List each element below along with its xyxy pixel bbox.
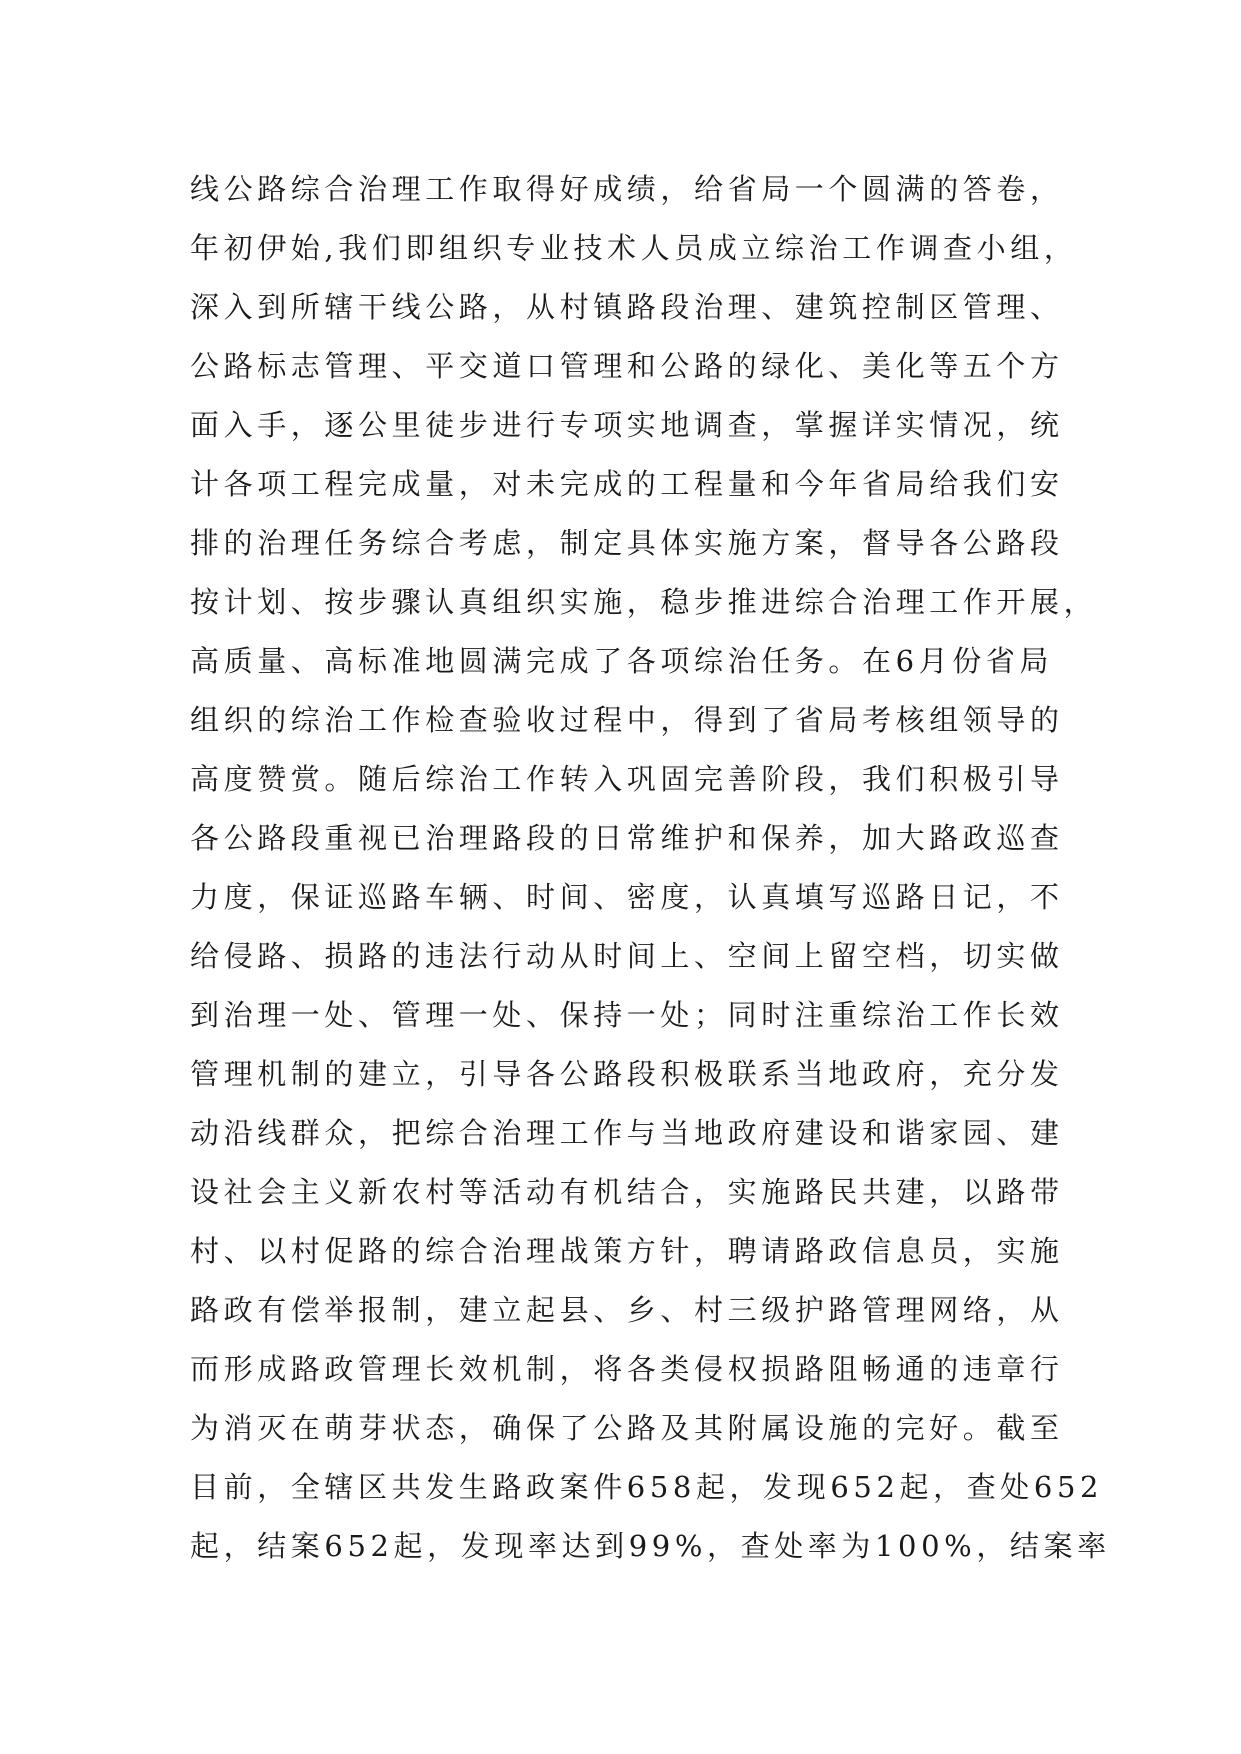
text-line: 高度赞赏。随后综治工作转入巩固完善阶段，我们积极引导 bbox=[190, 762, 1064, 796]
text-line: 年初伊始,我们即组织专业技术人员成立综治工作调查小组， bbox=[190, 231, 1078, 265]
text-line: 给侵路、损路的违法行动从时间上、空间上留空档，切实做 bbox=[190, 939, 1064, 973]
text-line: 设社会主义新农村等活动有机结合，实施路民共建，以路带 bbox=[190, 1175, 1064, 1209]
text-line: 到治理一处、管理一处、保持一处；同时注重综治工作长效 bbox=[190, 998, 1064, 1032]
text-line: 起，结案652起，发现率达到99%，查处率为100%，结案率 bbox=[190, 1529, 1111, 1563]
text-line: 动沿线群众，把综合治理工作与当地政府建设和谐家园、建 bbox=[190, 1116, 1064, 1150]
text-line: 公路标志管理、平交道口管理和公路的绿化、美化等五个方 bbox=[190, 349, 1064, 383]
text-line: 线公路综合治理工作取得好成绩，给省局一个圆满的答卷， bbox=[190, 172, 1064, 206]
text-line: 路政有偿举报制，建立起县、乡、村三级护路管理网络，从 bbox=[190, 1293, 1064, 1327]
text-line: 而形成路政管理长效机制，将各类侵权损路阻畅通的违章行 bbox=[190, 1352, 1064, 1386]
body-text bbox=[190, 160, 1111, 1576]
text-line: 高质量、高标准地圆满完成了各项综治任务。在6月份省局 bbox=[190, 644, 1054, 678]
text-line: 村、以村促路的综合治理战策方针，聘请路政信息员，实施 bbox=[190, 1234, 1064, 1268]
text-line: 组织的综治工作检查验收过程中，得到了省局考核组领导的 bbox=[190, 703, 1064, 737]
text-line: 力度，保证巡路车辆、时间、密度，认真填写巡路日记，不 bbox=[190, 880, 1064, 914]
text-line: 排的治理任务综合考虑，制定具体实施方案，督导各公路段 bbox=[190, 526, 1064, 560]
text-line: 计各项工程完成量，对未完成的工程量和今年省局给我们安 bbox=[190, 467, 1064, 501]
text-line: 按计划、按步骤认真组织实施，稳步推进综合治理工作开展， bbox=[190, 585, 1098, 619]
text-line: 管理机制的建立，引导各公路段积极联系当地政府，充分发 bbox=[190, 1057, 1064, 1091]
text-line: 各公路段重视已治理路段的日常维护和保养，加大路政巡查 bbox=[190, 821, 1064, 855]
text-line: 目前，全辖区共发生路政案件658起，发现652起，查处652 bbox=[190, 1470, 1104, 1504]
text-line: 深入到所辖干线公路，从村镇路段治理、建筑控制区管理、 bbox=[190, 290, 1064, 324]
text-line: 为消灭在萌芽状态，确保了公路及其附属设施的完好。截至 bbox=[190, 1411, 1064, 1445]
text-line: 面入手，逐公里徒步进行专项实地调查，掌握详实情况，统 bbox=[190, 408, 1064, 442]
